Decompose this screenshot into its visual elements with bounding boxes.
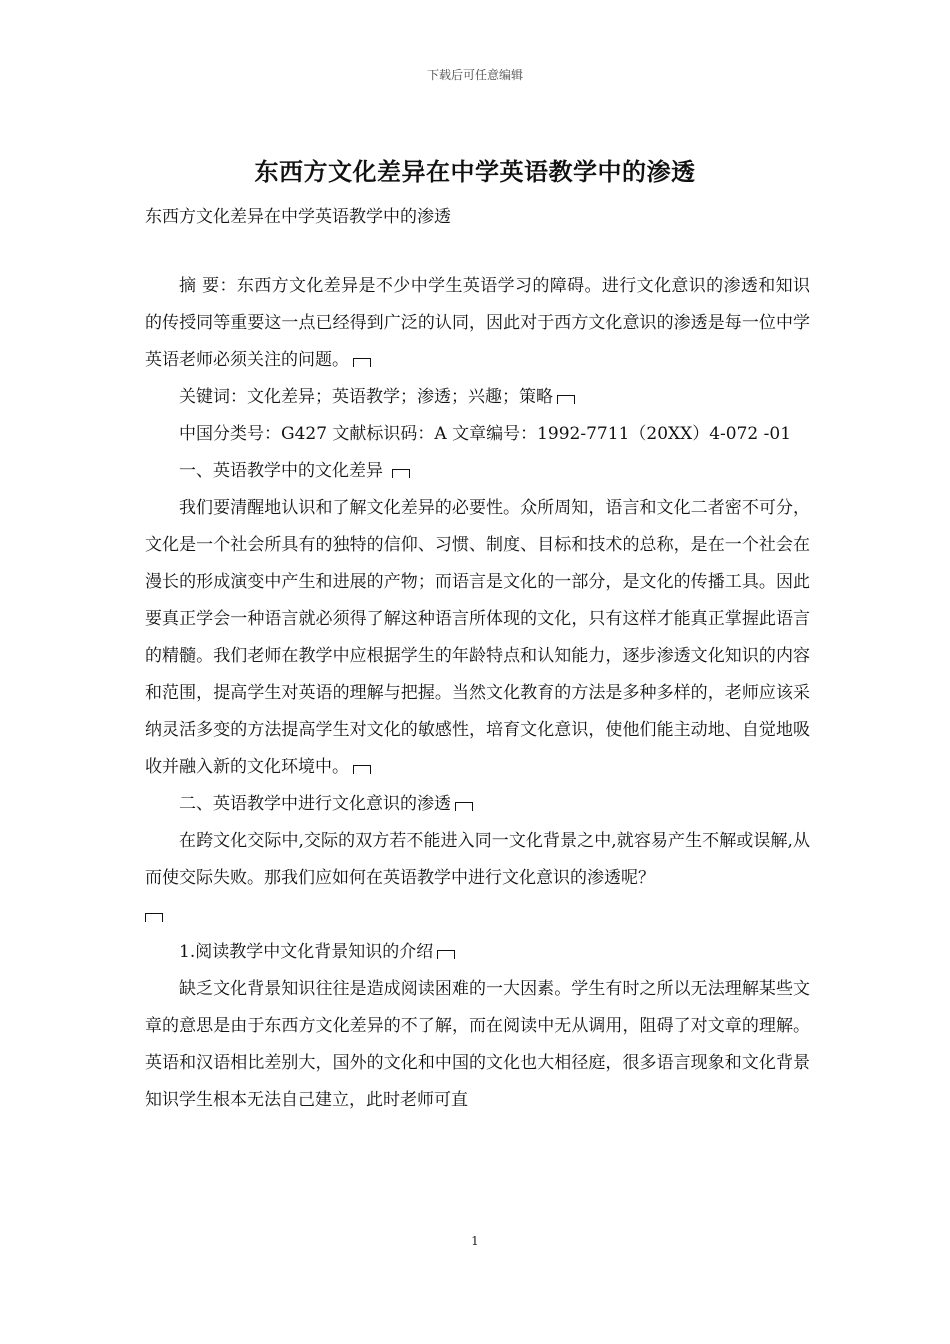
section2-heading	[145, 786, 810, 823]
page-header-note: 下载后可任意编辑	[426, 68, 523, 82]
section2-heading-text: 二、英语教学中进行文化意识的渗透	[179, 794, 451, 814]
paragraph-mark-icon	[455, 802, 473, 811]
keywords-text: 关键词：文化差异；英语教学；渗透；兴趣；策略	[179, 387, 553, 407]
section2-paragraph	[145, 823, 810, 897]
keywords-paragraph	[145, 379, 810, 416]
sub1-heading	[145, 934, 810, 971]
sub1-heading-text: 1.阅读教学中文化背景知识的介绍	[179, 942, 434, 962]
abstract-paragraph	[145, 268, 810, 379]
sub1-paragraph	[145, 971, 810, 1119]
page-number: 1	[471, 1234, 479, 1248]
section1-heading-text: 一、英语教学中的文化差异	[179, 461, 389, 481]
document-subtitle: 东西方文化差异在中学英语教学中的渗透	[145, 207, 451, 227]
section1-heading	[145, 453, 810, 490]
abstract-text: 摘 要：东西方文化差异是不少中学生英语学习的障碍。进行文化意识的渗透和知识的传授同等重要这一点已经得到广泛的认同，因此对于西方文化意识的渗透是每一位中学英语老师必须关注的问题。	[145, 276, 810, 370]
paragraph-mark-icon	[392, 469, 410, 478]
document-title: 东西方文化差异在中学英语教学中的渗透	[254, 157, 696, 186]
empty-paragraph	[145, 897, 810, 934]
section2-body-text: 在跨文化交际中,交际的双方若不能进入同一文化背景之中,就容易产生不解或误解,从而使交际失败。那我们应如何在英语教学中进行文化意识的渗透呢？	[145, 831, 810, 888]
paragraph-mark-icon	[437, 950, 455, 959]
classification-paragraph	[145, 416, 810, 453]
sub1-body-text: 缺乏文化背景知识往往是造成阅读困难的一大因素。学生有时之所以无法理解某些文章的意思是由于东西方文化差异的不了解，而在阅读中无从调用，阻碍了对文章的理解。英语和汉语相比差别大，国外的文化和中国的文化也大相径庭，很多语言现象和文化背景知识学生根本无法自己建立，此时老师可直	[145, 979, 810, 1110]
paragraph-mark-icon	[353, 765, 371, 774]
section1-body-text: 我们要清醒地认识和了解文化差异的必要性。众所周知，语言和文化二者密不可分，文化是一个社会所具有的独特的信仰、习惯、制度、目标和技术的总称，是在一个社会在漫长的形成演变中产生和进展的产物；而语言是文化的一部分，是文化的传播工具。因此要真正学会一种语言就必须得了解这种语言所体现的文化，只有这样才能真正掌握此语言的精髓。我们老师在教学中应根据学生的年龄特点和认知能力，逐步渗透文化知识的内容和范围，提高学生对英语的理解与把握。当然文化教育的方法是多种多样的，老师应该采纳灵活多变的方法提高学生对文化的敏感性，培育文化意识，使他们能主动地、自觉地吸收并融入新的文化环境中。	[145, 498, 810, 777]
paragraph-mark-icon	[353, 358, 371, 367]
paragraph-mark-icon	[557, 395, 575, 404]
paragraph-mark-icon	[145, 913, 163, 922]
classification-text: 中国分类号：G427 文献标识码：A 文章编号：1992-7711（20XX）4-072 -01	[179, 424, 792, 444]
document-body	[145, 268, 810, 1119]
section1-paragraph	[145, 490, 810, 786]
